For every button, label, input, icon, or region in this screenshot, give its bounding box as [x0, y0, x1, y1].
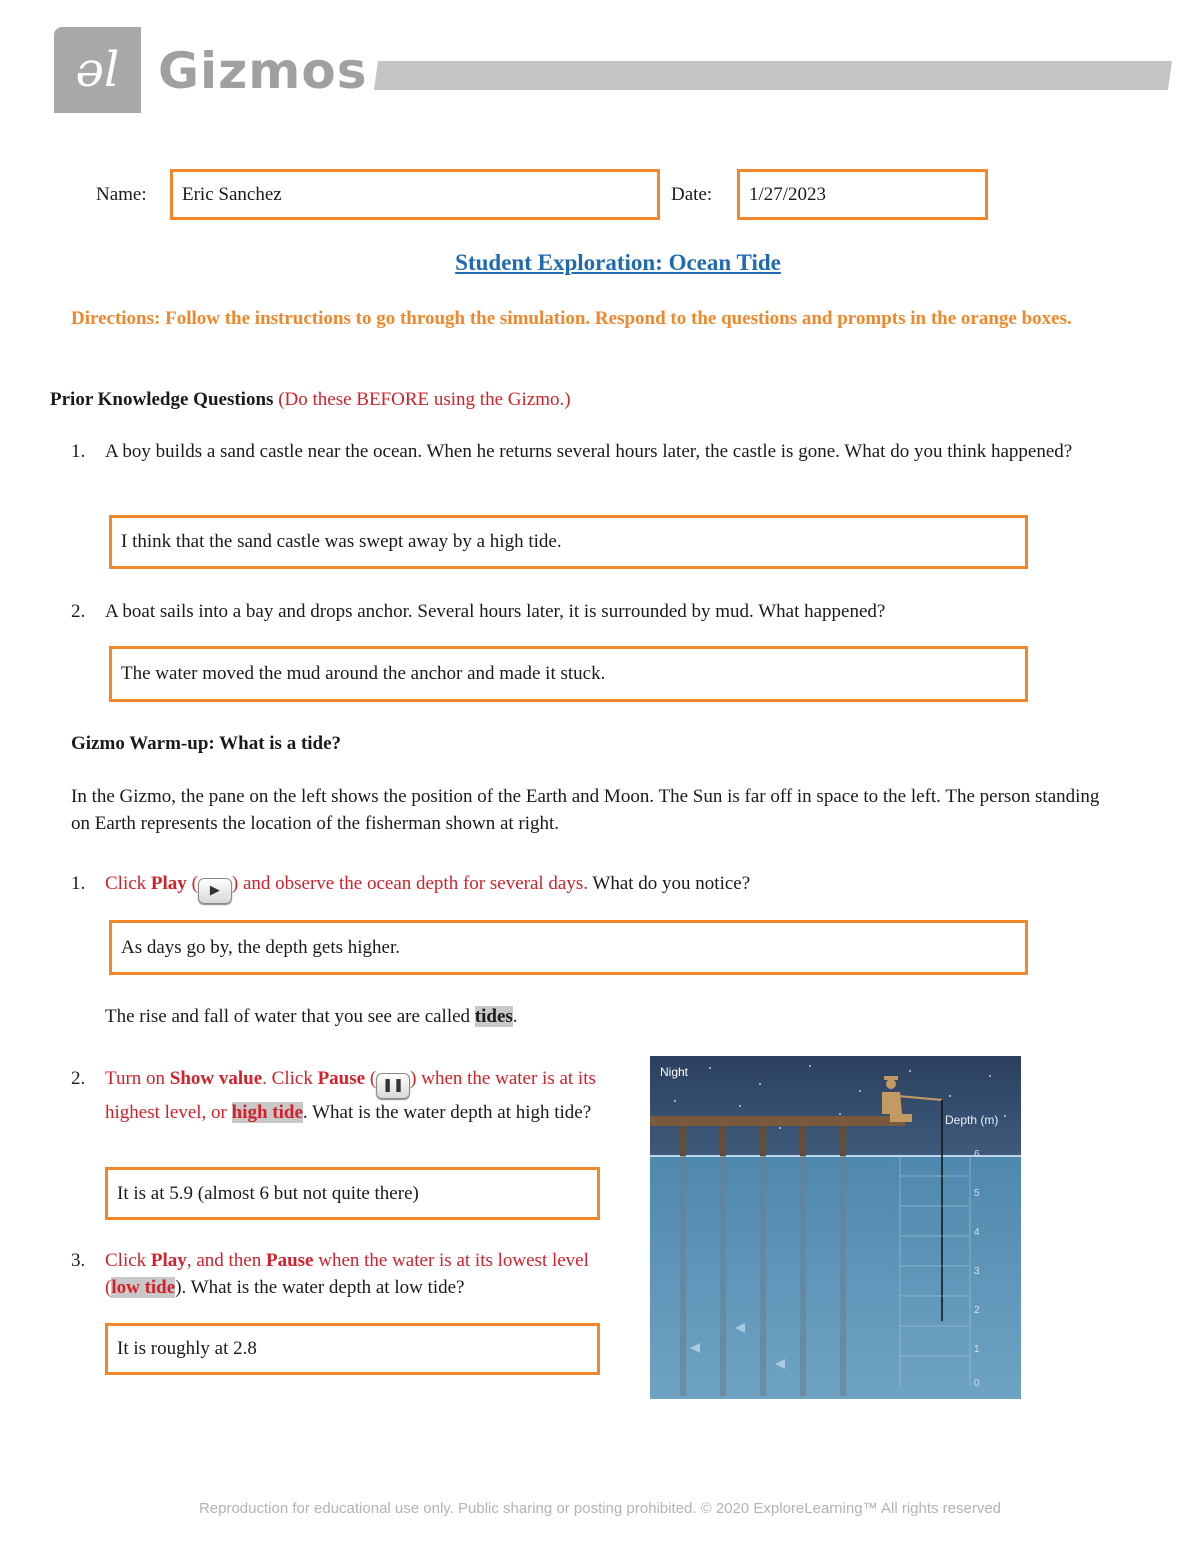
explorelearning-logo-icon: əl: [75, 42, 120, 98]
prior-heading-text: Prior Knowledge Questions: [50, 389, 274, 410]
warmup-step-2: [105, 1065, 620, 1126]
step-text: . Click: [262, 1068, 318, 1089]
tides-text: .: [512, 1006, 518, 1027]
step-text: What do you notice?: [588, 873, 751, 894]
answer-box-step-2[interactable]: [105, 1167, 600, 1220]
prior-question-2: A boat sails into a bay and drops anchor. Several hours later, it is surrounded by mud. What happened?: [105, 601, 886, 622]
question-number: 3.: [71, 1250, 86, 1271]
depth-tick-label: 6: [974, 1149, 980, 1160]
step-text: Click: [105, 873, 151, 894]
step-keyword: high tide: [231, 1102, 303, 1123]
depth-tick-label: 5: [974, 1188, 980, 1199]
warmup-step-1: [105, 870, 1105, 904]
answer-box-prior-2[interactable]: [109, 646, 1028, 702]
answer-text: I think that the sand castle was swept away by a high tide.: [121, 531, 562, 552]
depth-tick-label: 3: [974, 1266, 980, 1277]
step-text: (: [365, 1068, 377, 1089]
ocean-tide-simulation: [650, 1056, 1021, 1399]
tides-text: The rise and fall of water that you see are called: [105, 1006, 475, 1027]
warmup-heading-text: Gizmo Warm-up: What is a tide?: [71, 733, 342, 754]
depth-tick-label: 0: [974, 1378, 980, 1389]
water: [650, 1156, 1021, 1399]
answer-text: It is roughly at 2.8: [117, 1338, 257, 1359]
tides-keyword: tides: [474, 1006, 513, 1027]
night-label: Night: [660, 1065, 689, 1079]
directions: Directions: Follow the instructions to go through the simulation. Respond to the questions and prompts in the orange boxes.: [71, 308, 1072, 329]
date-value: 1/27/2023: [749, 183, 827, 205]
depth-tick-label: 1: [974, 1344, 980, 1355]
footer-copyright: Reproduction for educational use only. Public sharing or posting prohibited. © 2020 ExploreLearning™ All rights reserved: [198, 1500, 1002, 1517]
step-text: Turn on: [105, 1068, 170, 1089]
step-text: , and then: [186, 1250, 266, 1271]
play-icon: ▶: [198, 878, 232, 904]
warmup-step-3: [105, 1247, 620, 1301]
pause-icon: ❚❚: [376, 1073, 410, 1099]
answer-box-prior-1[interactable]: [109, 515, 1028, 569]
step-keyword: Play: [150, 873, 187, 894]
answer-text: As days go by, the depth gets higher.: [121, 936, 400, 958]
name-field[interactable]: [170, 169, 660, 220]
step-keyword: Play: [150, 1250, 187, 1271]
prior-knowledge-heading: [50, 386, 571, 413]
step-text: ) when the water is at its highest level, or: [105, 1068, 596, 1123]
answer-box-step-3[interactable]: [105, 1323, 600, 1375]
brand-wordmark: Gizmos: [158, 42, 368, 100]
step-text: when the water is at its lowest level (: [105, 1250, 589, 1298]
date-field[interactable]: [737, 169, 988, 220]
question-number: 2.: [71, 1068, 86, 1089]
answer-text: The water moved the mud around the anchor and made it stuck.: [121, 663, 606, 684]
question-number: 1.: [71, 873, 86, 894]
question-number: 2.: [71, 601, 86, 622]
prior-question-1: A boy builds a sand castle near the ocean. When he returns several hours later, the castle is gone. What do you think happened?: [105, 441, 1073, 462]
step-text: Click: [105, 1250, 151, 1271]
step-text: (: [186, 873, 198, 894]
step-keyword: Show value: [169, 1068, 263, 1089]
step-text: ) and observe the ocean depth for several days.: [231, 873, 588, 894]
depth-axis-label: Depth (m): [945, 1113, 999, 1127]
warmup-heading: [71, 730, 341, 757]
date-label: Date:: [671, 184, 713, 205]
answer-box-step-1[interactable]: [109, 920, 1028, 975]
depth-tick-label: 4: [974, 1227, 980, 1238]
answer-text: It is at 5.9 (almost 6 but not quite there): [117, 1182, 419, 1204]
name-label: Name:: [96, 184, 147, 205]
question-number: 1.: [71, 441, 86, 462]
prior-note: (Do these BEFORE using the Gizmo.): [278, 389, 571, 410]
step-text: ). What is the water depth at low tide?: [175, 1277, 465, 1298]
warmup-intro: In the Gizmo, the pane on the left shows the position of the Earth and Moon. The Sun is far off in space to the left. The person standing on Earth represents the location of the fisherman shown at right.: [71, 786, 1100, 834]
header-bar: [374, 61, 1172, 90]
tides-sentence: [105, 1003, 518, 1030]
step-keyword: Pause: [265, 1250, 314, 1271]
name-value: Eric Sanchez: [182, 183, 282, 205]
step-keyword: low tide: [111, 1277, 176, 1298]
depth-tick-label: 2: [974, 1305, 980, 1316]
night-sky: [650, 1056, 1021, 1156]
step-text: . What is the water depth at high tide?: [302, 1102, 592, 1123]
step-keyword: Pause: [317, 1068, 366, 1089]
page-title: Student Exploration: Ocean Tide: [455, 250, 781, 275]
